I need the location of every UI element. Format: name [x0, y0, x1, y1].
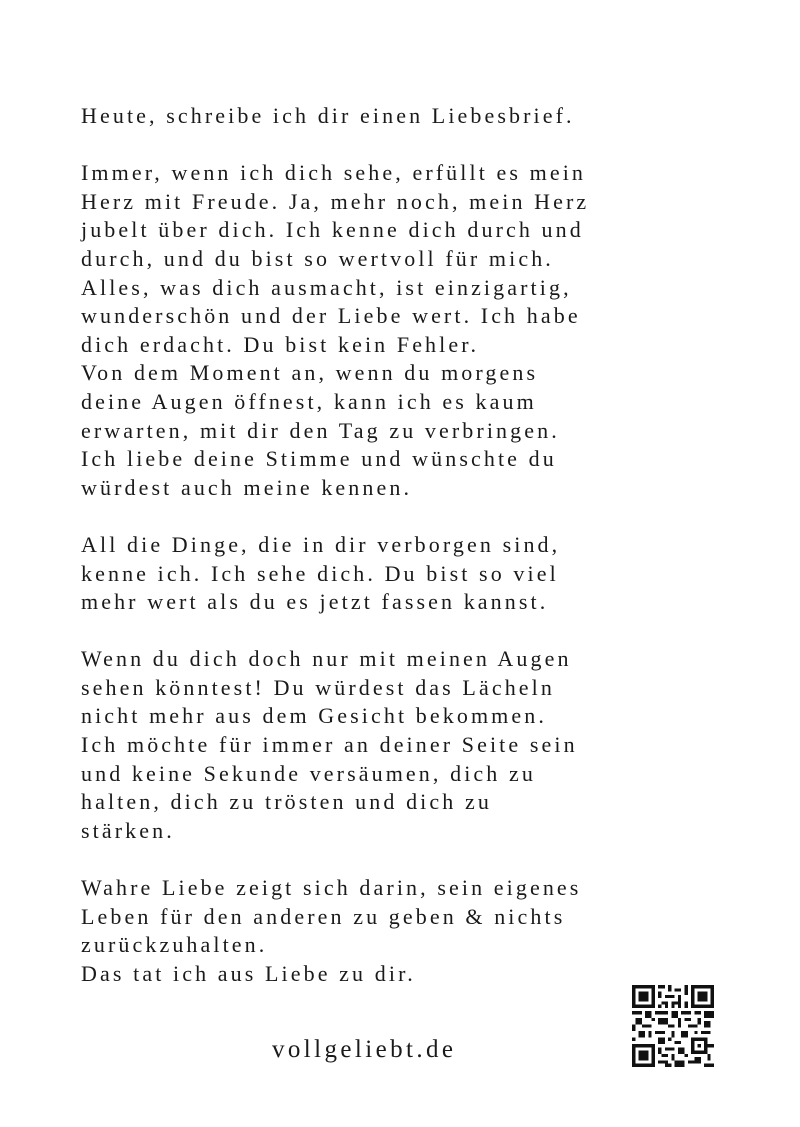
text-line: sehen könntest! Du würdest das Lächeln	[81, 674, 555, 700]
text-line: dich erdacht. Du bist kein Fehler.	[81, 331, 480, 357]
text-line: wunderschön und der Liebe wert. Ich habe	[81, 303, 581, 329]
text-line: Heute, schreibe ich dir einen Liebesbrief.	[81, 103, 575, 128]
text-line: Herz mit Freude. Ja, mehr noch, mein Herz	[81, 188, 590, 214]
text-line: Immer, wenn ich dich sehe, erfüllt es mein	[81, 160, 587, 186]
text-line: durch, und du bist so wertvoll für mich.	[81, 245, 554, 271]
text-line: Wahre Liebe zeigt sich darin, sein eigenes	[81, 875, 582, 901]
text-line: halten, dich zu trösten und dich zu	[81, 789, 492, 815]
text-line: Alles, was dich ausmacht, ist einzigartig,	[81, 274, 572, 300]
text-line: All die Dinge, die in dir verborgen sind,	[81, 531, 561, 557]
text-line: und keine Sekunde versäumen, dich zu	[81, 760, 536, 786]
text-line: würdest auch meine kennen.	[81, 474, 413, 500]
text-line: nicht mehr aus dem Gesicht bekommen.	[81, 703, 547, 729]
paragraph-5	[81, 874, 761, 988]
text-line: Ich liebe deine Stimme und wünschte du	[81, 446, 557, 472]
text-line: erwarten, mit dir den Tag zu verbringen.	[81, 417, 560, 443]
text-line: Das tat ich aus Liebe zu dir.	[81, 960, 416, 986]
website-url: vollgeliebt.de	[272, 1036, 457, 1063]
text-line: jubelt über dich. Ich kenne dich durch und	[81, 217, 584, 243]
text-line: deine Augen öffnest, kann ich es kaum	[81, 388, 537, 414]
text-line: kenne ich. Ich sehe dich. Du bist so viel	[81, 560, 559, 586]
text-line: stärken.	[81, 817, 175, 843]
text-line: Von dem Moment an, wenn du morgens	[81, 360, 539, 386]
text-line: Leben für den anderen zu geben & nichts	[81, 903, 566, 929]
text-line: Ich möchte für immer an deiner Seite sein	[81, 732, 578, 758]
paragraph-4	[81, 645, 761, 845]
paragraph-3	[81, 531, 761, 617]
text-line: zurückzuhalten.	[81, 932, 268, 958]
letter-body	[81, 102, 761, 988]
paragraph-1	[81, 102, 761, 131]
qr-code-icon	[632, 985, 714, 1067]
text-line: mehr wert als du es jetzt fassen kannst.	[81, 589, 549, 615]
paragraph-2	[81, 159, 761, 502]
text-line: Wenn du dich doch nur mit meinen Augen	[81, 646, 572, 672]
